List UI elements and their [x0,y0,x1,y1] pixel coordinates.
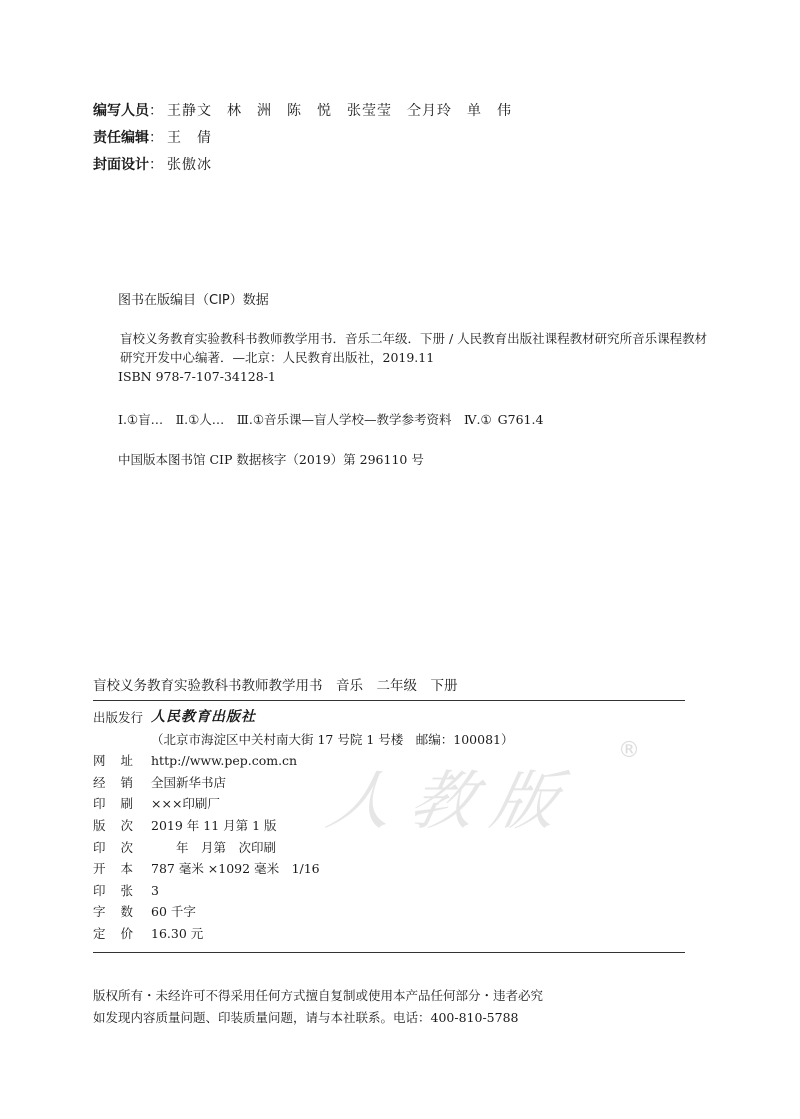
imprint-label [93,901,151,923]
credits-block [93,100,693,181]
cip-heading: 图书在版编目（CIP）数据 [118,293,269,308]
cip-description: 盲校义务教育实验教科书教师教学用书．音乐二年级．下册 / 人民教育出版社课程教材研究所音乐课程教材研究开发中心编著．—北京：人民教育出版社，2019.11 [120,331,708,365]
imprint-value: 3 [151,882,159,898]
imprint-label [93,923,151,945]
publisher-logo: 人民教育出版社 [151,709,256,725]
imprint-value: 年 月第 次印刷 [151,839,277,855]
imprint-label [93,880,151,902]
credit-separator: ： [149,157,163,173]
imprint-row [93,880,693,902]
credit-row-editor [93,127,693,154]
imprint-label [93,815,151,837]
imprint-block [93,672,693,953]
imprint-label-char: 价 [120,925,133,941]
credit-role: 编写人员 [93,103,149,119]
credit-names: 张傲冰 [167,157,212,173]
credit-names: 王 倩 [167,130,212,146]
imprint-row [93,750,693,772]
credit-separator: ： [149,130,163,146]
imprint-label-char: 开 [93,861,106,877]
imprint-value: 全国新华书店 [151,774,227,790]
imprint-row [93,793,693,815]
imprint-label-char: 定 [93,925,106,941]
quality-contact: 如发现内容质量问题、印装质量问题，请与本社联系。电话：400-810-5788 [93,1010,519,1025]
imprint-value: 60 千字 [151,904,196,920]
imprint-row [93,837,693,859]
credit-role: 责任编辑 [93,130,149,146]
imprint-value: 2019 年 11 月第 1 版 [151,817,277,833]
imprint-table [93,707,693,945]
watermark-registered-mark: ® [618,738,640,763]
imprint-label-spacer [93,729,151,751]
imprint-value: 787 毫米 ×1092 毫米 1/16 [151,861,320,877]
imprint-value: http://www.pep.com.cn [151,753,298,769]
imprint-row-address [93,729,693,751]
imprint-label-char: 次 [120,817,133,833]
cip-isbn: ISBN 978-7-107-34128-1 [118,369,276,384]
credit-separator: ： [149,103,163,119]
credit-role: 封面设计 [93,157,149,173]
imprint-label-char: 数 [120,904,133,920]
imprint-label-char: 印 [93,882,106,898]
imprint-book-title: 盲校义务教育实验教科书教师教学用书 音乐 二年级 下册 [93,678,458,694]
imprint-value: 16.30 元 [151,925,204,941]
imprint-row-publisher [93,707,693,729]
imprint-row [93,858,693,880]
cip-number: 中国版本图书馆 CIP 数据核字（2019）第 296110 号 [118,452,424,467]
copyright-notice: 版权所有・未经许可不得采用任何方式擅自复制或使用本产品任何部分・违者必究 [93,988,544,1003]
imprint-row [93,923,693,945]
credit-row-authors [93,100,693,127]
imprint-label [93,837,151,859]
divider [93,952,685,953]
imprint-row [93,815,693,837]
imprint-label [93,858,151,880]
cip-block [118,289,718,468]
copyright-block [93,985,693,1029]
imprint-label-char: 本 [120,861,133,877]
imprint-label-char: 字 [93,904,106,920]
imprint-label [93,772,151,794]
imprint-value: ×××印刷厂 [151,796,220,812]
imprint-label-char: 经 [93,774,106,790]
imprint-label-char: 印 [93,796,106,812]
imprint-row [93,772,693,794]
imprint-label [93,750,151,772]
imprint-label-char: 张 [120,882,133,898]
imprint-label-char: 销 [120,774,133,790]
imprint-label [93,793,151,815]
imprint-address: （北京市海淀区中关村南大街 17 号院 1 号楼 邮编：100081） [151,731,514,747]
credit-row-cover-design [93,154,693,181]
imprint-label-char: 刷 [120,796,133,812]
imprint-label-char: 网 [93,753,106,769]
imprint-label-char: 版 [93,817,106,833]
imprint-label-char: 次 [120,839,133,855]
cip-classification: Ⅰ.①盲… Ⅱ.①人… Ⅲ.①音乐课—盲人学校—教学参考资料 Ⅳ.① G761.4 [118,412,544,427]
watermark-text: 人教版 [320,765,583,839]
imprint-label-char: 址 [120,753,133,769]
imprint-row [93,901,693,923]
imprint-label-char: 印 [93,839,106,855]
imprint-label: 出版发行 [93,710,144,725]
divider [93,700,685,701]
credit-names: 王静文 林 洲 陈 悦 张莹莹 仝月玲 单 伟 [167,103,512,119]
